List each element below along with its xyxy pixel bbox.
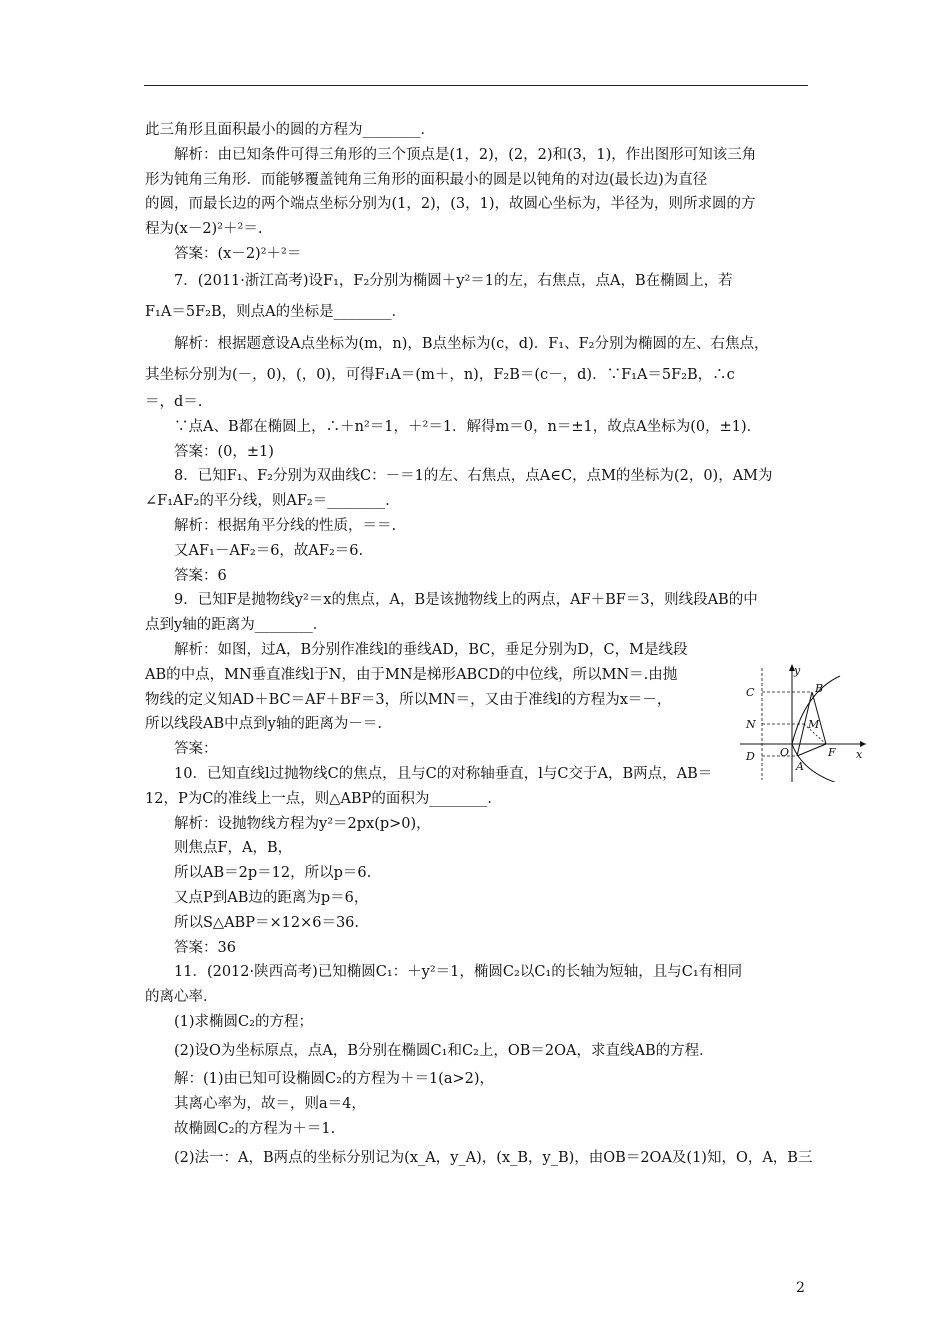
text-line: 的圆，而最长边的两个端点坐标分别为(1，2)，(3，1)，故圆心坐标为，半径为，则所求圆的方 — [145, 196, 756, 213]
label-d: D — [746, 750, 755, 763]
text-line: AB的中点，MN垂直准线l于N，由于MN是梯形ABCD的中位线，所以MN＝.由抛 — [145, 666, 678, 683]
text-line: 故椭圆C₂的方程为＋＝1. — [174, 1121, 336, 1138]
text-line: 又点P到AB边的距离为p＝6， — [174, 889, 369, 906]
text-line: (2)设O为坐标原点，点A，B分别在椭圆C₁和C₂上，OB＝2OA，求直线AB的方程． — [174, 1042, 714, 1059]
x-arrow-icon — [860, 741, 866, 747]
text-line: 答案：36 — [174, 939, 236, 956]
text-line: 所以线段AB中点到y轴的距离为－＝. — [145, 716, 382, 733]
text-line: 解析：根据题意设A点坐标为(m，n)，B点坐标为(c，d)．F₁、F₂分别为椭圆的左、右焦点， — [174, 336, 769, 353]
header-rule — [144, 85, 808, 86]
text-line: 答案：(0，±1) — [174, 443, 274, 460]
text-line: 解：(1)由已知可设椭圆C₂的方程为＋＝1(a>2)， — [174, 1071, 495, 1088]
text-line: 解析：根据角平分线的性质，＝＝. — [174, 517, 397, 534]
label-b: B — [815, 682, 824, 695]
text-line: 答案：(x－2)²＋²＝ — [174, 245, 302, 262]
text-line: 所以AB＝2p＝12，所以p＝6. — [174, 865, 372, 882]
text-line: 又AF₁－AF₂＝6，故AF₂＝6. — [174, 542, 364, 559]
text-line: 10．已知直线l过抛物线C的焦点，且与C的对称轴垂直，l与C交于A，B两点，AB＝ — [174, 765, 713, 782]
label-n: N — [746, 718, 756, 731]
label-o: O — [780, 746, 790, 759]
text-line: 7．(2011·浙江高考)设F₁，F₂分别为椭圆＋y²＝1的左，右焦点，点A，B在椭圆上，若 — [174, 272, 733, 289]
page-number: 2 — [796, 1280, 805, 1296]
text-line: ∵点A、B都在椭圆上，∴＋n²＝1，＋²＝1．解得m＝0，n＝±1，故点A坐标为(0，±1)． — [174, 418, 762, 435]
text-line: (2)法一：A，B两点的坐标分别记为(x_A，y_A)，(x_B，y_B)，由OB＝2OA及(1)知，O，A，B三 — [174, 1149, 813, 1166]
text-line: 其坐标分别为(－，0)，(，0)，可得F₁A＝(m＋，n)，F₂B＝(c－，d)．∵F₁A＝5F₂B，∴c — [145, 367, 735, 384]
text-line: 11．(2012·陕西高考)已知椭圆C₁：＋y²＝1，椭圆C₂以C₁的长轴为短轴，且与C₁有相同 — [174, 964, 743, 981]
text-line: 物线的定义知AD＋BC＝AF＋BF＝3，所以MN＝，又由于准线l的方程为x＝－， — [145, 691, 672, 708]
text-line: 解析：设抛物线方程为y²＝2px(p>0)， — [174, 815, 431, 832]
text-line: 其离心率为，故＝，则a＝4， — [174, 1096, 366, 1113]
text-line: 12，P为C的准线上一点，则△ABP的面积为________． — [145, 790, 502, 807]
text-line: 答案：6 — [174, 567, 227, 584]
text-line: 所以S△ABP＝×12×6＝36. — [174, 914, 360, 931]
text-line: 答案： — [174, 741, 218, 758]
text-line: 解析：如图，过A，B分别作准线l的垂线AD，BC，垂足分别为D，C，M是线段 — [174, 641, 688, 658]
text-line: 解析：由已知条件可得三角形的三个顶点是(1，2)，(2，2)和(3，1)，作出图形可知该三角 — [174, 146, 757, 163]
text-line: 点到y轴的距离为________． — [145, 617, 328, 634]
parabola-figure — [740, 662, 870, 782]
text-line: F₁A＝5F₂B，则点A的坐标是________． — [145, 303, 407, 320]
document-body — [145, 118, 813, 1171]
text-line: ∠F₁AF₂的平分线，则AF₂＝________． — [145, 493, 400, 510]
text-line: 程为(x－2)²＋²＝. — [145, 221, 263, 238]
text-line: 的离心率． — [145, 989, 218, 1006]
text-line: 此三角形且面积最小的圆的方程为________． — [145, 122, 435, 138]
label-m: M — [808, 718, 820, 731]
label-f: F — [828, 746, 836, 759]
label-c: C — [746, 686, 755, 699]
label-a: A — [796, 760, 804, 773]
text-line: 8．已知F₁、F₂分别为双曲线C：－＝1的左、右焦点，点A∈C，点M的坐标为(2，0)，AM为 — [174, 468, 773, 485]
label-y: y — [794, 664, 801, 677]
text-line: (1)求椭圆C₂的方程； — [174, 1013, 313, 1030]
segment-af — [797, 744, 826, 756]
label-x: x — [856, 748, 863, 761]
text-line: 9．已知F是抛物线y²＝x的焦点，A，B是该抛物线上的两点，AF＋BF＝3，则线段AB的中 — [174, 592, 758, 609]
text-line: ＝，d＝. — [145, 393, 203, 410]
text-line: 则焦点F，A，B， — [174, 840, 293, 857]
text-line: 形为钝角三角形．而能够覆盖钝角三角形的面积最小的圆是以钝角的对边(最长边)为直径 — [145, 171, 708, 188]
